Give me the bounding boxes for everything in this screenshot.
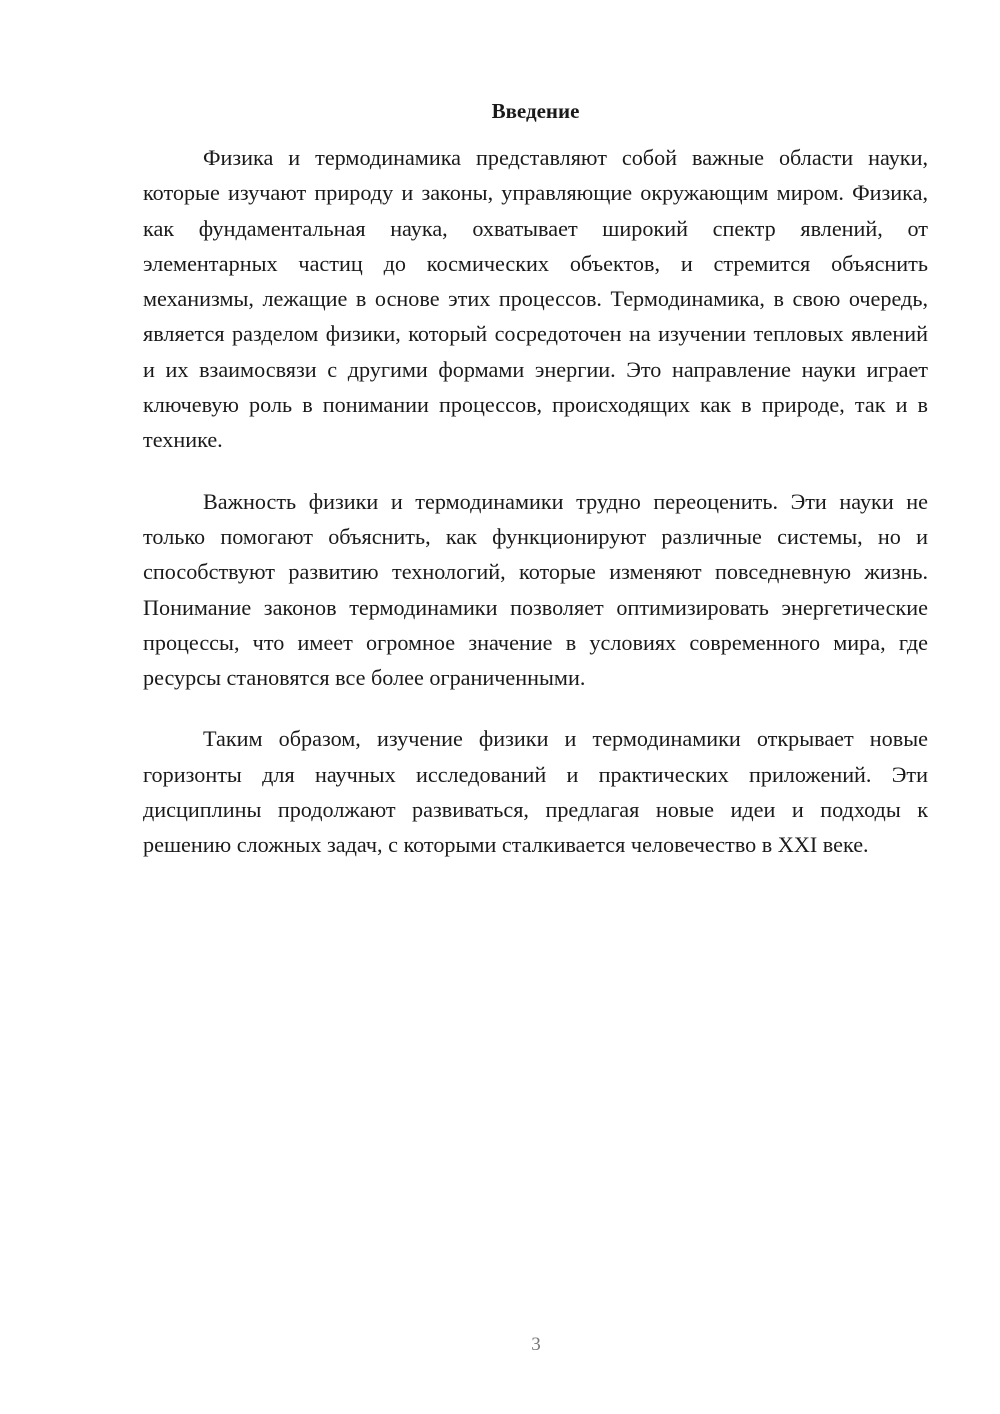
paragraph-3: Таким образом, изучение физики и термодинамики открывает новые горизонты для научных исследований и практических приложений. Эти дисциплины продолжают развиваться, предлагая новые идеи и подходы к решению сложных задач, с которыми сталкивается человечество в XXI веке. (143, 726, 928, 858)
paragraph-2: Важность физики и термодинамики трудно переоценить. Эти науки не только помогают объяснить, как функционируют различные системы, но и способствуют развитию технологий, которые изменяют повседневную жизнь. Понимание законов термодинамики позволяет оптимизировать энергетические процессы, что имеет огромное значение в условиях современного мира, где ресурсы становятся все более ограниченными. (143, 488, 928, 691)
paragraph-1: Физика и термодинамика представляют собой важные области науки, которые изучают природу и законы, управляющие окружающим миром. Физика, как фундаментальная наука, охватывает широкий спектр явлений, от элементарных частиц до космических объектов, и стремится объяснить механизмы, лежащие в основе этих процессов. Термодинамика, в свою очередь, является разделом физики, который сосредоточен на изучении тепловых явлений и их взаимосвязи с другими формами энергии. Это направление науки играет ключевую роль в понимании процессов, происходящих как в природе, так и в технике. (143, 145, 928, 453)
page-content (143, 96, 928, 889)
section-title: Введение (491, 99, 580, 123)
page-number: 3 (531, 1334, 541, 1355)
